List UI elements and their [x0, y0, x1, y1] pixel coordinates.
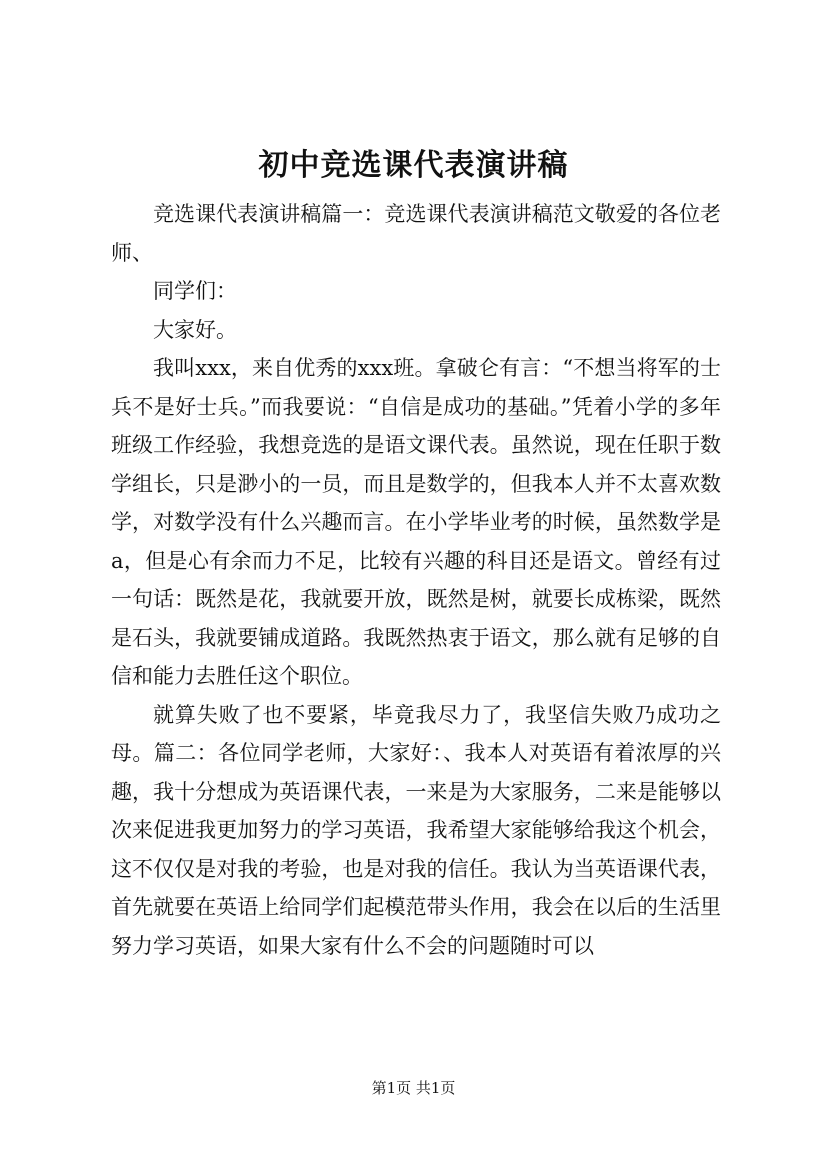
page-number-footer: 第1页 共1页	[371, 1079, 456, 1097]
document-body	[111, 195, 721, 965]
paragraph: 我叫xxx，来自优秀的xxx班。拿破仑有言：“不想当将军的士兵不是好士兵。”而我要说：“自信是成功的基础。”凭着小学的多年班级工作经验，我想竞选的是语文课代表。虽然说，现在任职于数学组长，只是渺小的一员，而且是数学的，但我本人并不太喜欢数学，对数学没有什么兴趣而言。在小学毕业考的时候，虽然数学是a，但是心有余而力不足，比较有兴趣的科目还是语文。曾经有过一句话：既然是花，我就要开放，既然是树，就要长成栋梁，既然是石头，我就要铺成道路。我既然热衷于语文，那么就有足够的自信和能力去胜任这个职位。	[111, 356, 721, 688]
paragraph: 就算失败了也不要紧，毕竟我尽力了，我坚信失败乃成功之母。篇二：各位同学老师，大家好：、我本人对英语有着浓厚的兴趣，我十分想成为英语课代表，一来是为大家服务，二来是能够以次来促进我更加努力的学习英语，我希望大家能够给我这个机会，这不仅仅是对我的考验，也是对我的信任。我认为当英语课代表，首先就要在英语上给同学们起模范带头作用，我会在以后的生活里努力学习英语，如果大家有什么不会的问题随时可以	[111, 702, 721, 958]
paragraph: 同学们：	[153, 279, 237, 303]
document-title: 初中竞选课代表演讲稿	[258, 148, 569, 183]
paragraph: 大家好。	[153, 317, 237, 342]
paragraph: 竞选课代表演讲稿篇一：竞选课代表演讲稿范文敬爱的各位老师、	[111, 202, 721, 265]
